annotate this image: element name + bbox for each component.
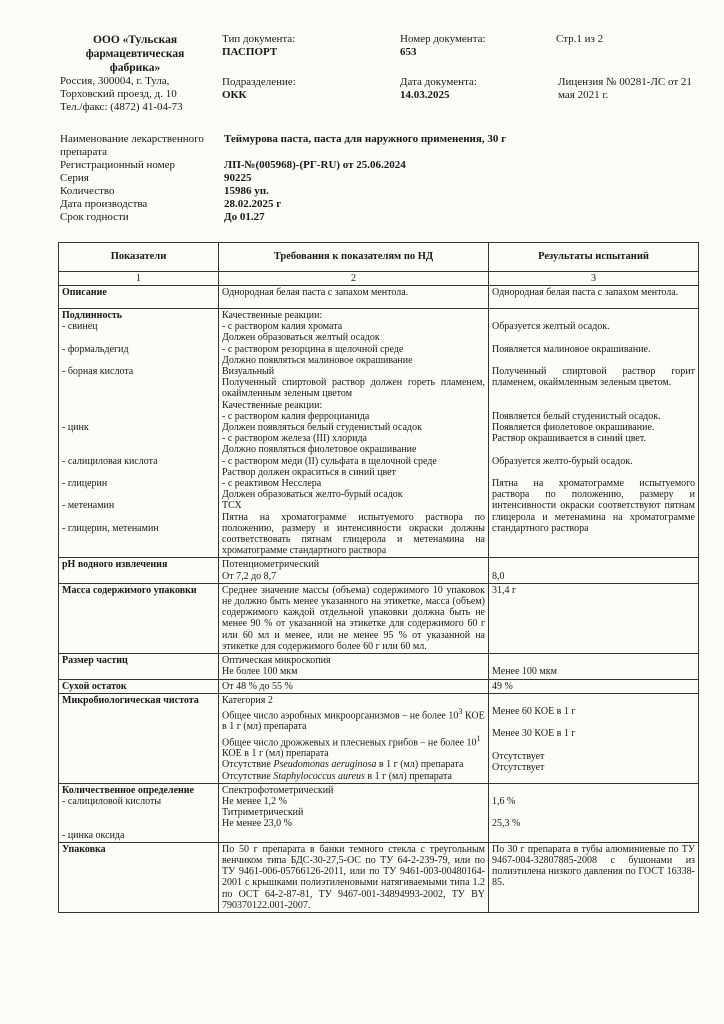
req-line: - с раствором калия хромата — [222, 321, 343, 333]
license: Лицензия № 00281-ЛС от 21 мая 2021 г. — [558, 76, 692, 101]
res-line: Появляется фиолетовое окрашивание. — [492, 421, 655, 433]
table-row — [59, 309, 699, 558]
req-line: Отсутствие Staphylococcus aureus в 1 г (мл) препарата — [222, 770, 452, 782]
indicator-label — [59, 309, 219, 558]
table-row — [59, 558, 699, 583]
doc-number-label: Номер документа: — [400, 33, 486, 45]
table-row — [59, 286, 699, 309]
res-line: Раствор окрашивается в синий цвет. — [492, 433, 646, 445]
info-value: ЛП-№(005968)-(РГ-RU) от 25.06.2024 — [224, 159, 406, 171]
req-line: От 7,2 до 8,7 — [222, 570, 277, 582]
requirement — [219, 309, 489, 558]
req-line: Не более 100 мкм — [222, 666, 298, 678]
address-line: Торховский проезд, д. 10 — [60, 88, 177, 100]
res-line: Полученный спиртовой раствор горит пламенем, окаймленным зеленым цветом. — [492, 365, 695, 389]
table-row — [59, 783, 699, 842]
req-line: Общее число аэробных микроорганизмов – не более $10^3$ КОЕ в 1 г (мл) препарата — [222, 706, 485, 733]
req-line: Качественные реакции: — [222, 310, 323, 321]
req-line: Качественные реакции: — [222, 399, 323, 411]
req-line: Отсутствие Pseudomonas aeruginosa в 1 г (мл) препарата — [222, 759, 464, 771]
quant-label: Количественное определение — [62, 784, 194, 796]
info-key: Дата производства — [60, 198, 148, 210]
sub-label: - борная кислота — [62, 365, 134, 377]
req-line: Визуальный — [222, 366, 275, 378]
column-header: Результаты испытаний — [489, 243, 699, 272]
table-row — [59, 583, 699, 653]
requirement: Среднее значение массы (объема) содержимого 10 упаковок не должно быть менее указанного на этикетке, масса (объем) содержимого каждой отдельной упаковки должна быть не менее 90 % от указанной на этикетке для содержимого 60 г или 60 мл и менее, или не менее 95 % от указанной на этикетке для содержимого более 60 г или 60 мл. — [219, 583, 489, 653]
requirement: От 48 % до 55 % — [219, 679, 489, 693]
sub-label: - цинк — [62, 421, 89, 433]
res-line: Отсутствует — [492, 750, 545, 762]
req-line: Потенциометрический — [222, 559, 320, 571]
info-key: Наименование лекарственного препарата — [60, 133, 204, 158]
result — [489, 783, 699, 842]
sub-label: - цинка оксида — [62, 829, 125, 841]
res-line: Отсутствует — [492, 761, 545, 773]
doc-date — [400, 76, 477, 102]
division-label: Подразделение: — [222, 76, 296, 88]
identity-label: Подлинность — [62, 310, 123, 321]
column-number-row — [59, 272, 699, 286]
req-line: Оптическая микроскопия — [222, 655, 331, 667]
indicator-label: Масса содержимого упаковки — [59, 583, 219, 653]
indicator-label: pH водного извлечения — [59, 558, 219, 583]
sub-label: - глицерин — [62, 477, 108, 489]
phone-line: Тел./факс: (4872) 41-04-73 — [60, 101, 183, 113]
table-row — [59, 842, 699, 912]
res-line: Пятна на хроматограмме испытуемого раствора по положению, размеру и интенсивности окраски соответствуют пятнам глицерола и метенамина на хроматограмме стандартного раствора — [492, 477, 695, 534]
res-line: Менее 60 КОЕ в 1 г — [492, 705, 576, 717]
requirement — [219, 783, 489, 842]
req-line: Спектрофотометрический — [222, 784, 334, 796]
sub-label: - глицерин, метенамин — [62, 522, 159, 534]
res-line: 8,0 — [492, 570, 505, 582]
division — [222, 76, 296, 102]
res-line: Появляется малиновое окрашивание. — [492, 343, 651, 355]
req-line: Должен образоваться желтый осадок — [222, 332, 380, 344]
column-number: 3 — [489, 272, 699, 286]
result: По 30 г препарата в тубы алюминиевые по ТУ 9467-004-32807885-2008 с бушонами из полиэтилена низкого давления по ГОСТ 16338-85. — [489, 842, 699, 912]
column-header: Показатели — [59, 243, 219, 272]
company-name: ООО «Тульская фармацевтическая фабрика» — [85, 34, 185, 74]
req-line: Должен появляться белый студенистый осадок — [222, 422, 422, 434]
sub-label: - салициловая кислота — [62, 455, 158, 467]
address-line: Россия, 300004, г. Тула, — [60, 75, 170, 87]
requirement — [219, 654, 489, 679]
req-line: Не менее 23,0 % — [222, 818, 292, 830]
req-line: Должно появляться фиолетовое окрашивание — [222, 444, 417, 456]
req-line: Пятна на хроматограмме испытуемого раствора по положению, размеру и интенсивности окраски должны соответствовать пятнам глицерола и метенамина на хроматограмме стандартного раствора — [222, 511, 485, 557]
doc-date-label: Дата документа: — [400, 76, 477, 88]
table-header-row — [59, 243, 699, 272]
info-value: Теймурова паста, паста для наружного применения, 30 г — [224, 133, 507, 145]
result — [489, 558, 699, 583]
doc-number-value: 653 — [400, 46, 417, 58]
req-line: - с раствором калия ферроцианида — [222, 410, 370, 422]
table-row — [59, 654, 699, 679]
indicator-label: Упаковка — [59, 842, 219, 912]
doc-type-value: ПАСПОРТ — [222, 46, 278, 58]
result — [489, 309, 699, 558]
doc-date-value: 14.03.2025 — [400, 89, 450, 101]
doc-number — [400, 33, 486, 59]
company-block — [60, 33, 210, 114]
table-row — [59, 679, 699, 693]
sub-label: - салициловой кислоты — [62, 795, 162, 807]
result: Однородная белая паста с запахом ментола. — [489, 286, 699, 309]
req-line: Должен образоваться желто-бурый осадок — [222, 489, 403, 501]
indicator-label — [59, 783, 219, 842]
test-results-table — [58, 242, 699, 913]
res-line: Менее 100 мкм — [492, 666, 557, 678]
indicator-label: Размер частиц — [59, 654, 219, 679]
req-line: Титриметрический — [222, 807, 304, 819]
column-number: 2 — [219, 272, 489, 286]
sub-label: - формальдегид — [62, 343, 129, 355]
division-value: ОКК — [222, 89, 247, 101]
indicator-label: Описание — [59, 286, 219, 309]
info-key: Количество — [60, 185, 115, 197]
req-line: - с раствором резорцина в щелочной среде — [222, 343, 404, 355]
doc-type-label: Тип документа: — [222, 33, 296, 45]
info-value: 28.02.2025 г — [224, 198, 282, 210]
res-line: Появляется белый студенистый осадок. — [492, 410, 661, 422]
req-line: - с раствором железа (III) хлорида — [222, 433, 367, 445]
req-line: ТСХ — [222, 500, 242, 512]
requirement — [219, 693, 489, 783]
req-line: Категория 2 — [222, 694, 273, 706]
res-line: Образуется желтый осадок. — [492, 321, 610, 333]
requirement — [219, 558, 489, 583]
column-number: 1 — [59, 272, 219, 286]
req-line: Не менее 1,2 % — [222, 795, 287, 807]
res-line: 25,3 % — [492, 818, 521, 830]
info-value: 15986 уп. — [224, 185, 269, 197]
res-line: Менее 30 КОЕ в 1 г — [492, 728, 576, 740]
res-line: Образуется желто-бурый осадок. — [492, 455, 633, 467]
info-key: Серия — [60, 172, 89, 184]
page-indicator: Стр.1 из 2 — [556, 33, 604, 45]
result: 31,4 г — [489, 583, 699, 653]
info-key: Регистрационный номер — [60, 159, 176, 171]
req-line: Должно появляться малиновое окрашивание — [222, 354, 413, 366]
req-line: - с реактивом Несслера — [222, 478, 322, 490]
req-line: Общее число дрожжевых и плесневых грибов – не более $10^1$ КОЕ в 1 г (мл) препарата — [222, 733, 481, 760]
info-value: До 01.27 — [224, 211, 265, 223]
result — [489, 654, 699, 679]
sub-label: - метенамин — [62, 500, 115, 512]
req-line: Полученный спиртовой раствор должен гореть пламенем, окаймленным зеленым цветом — [222, 377, 485, 400]
doc-type — [222, 33, 295, 59]
sub-label: - свинец — [62, 321, 98, 333]
table-row — [59, 693, 699, 783]
info-key: Срок годности — [60, 211, 129, 223]
res-line: 1,6 % — [492, 795, 516, 807]
req-line: - с раствором меди (II) сульфата в щелочной среде — [222, 455, 437, 467]
info-value: 90225 — [224, 172, 252, 184]
requirement: Однородная белая паста с запахом ментола. — [219, 286, 489, 309]
req-line: Раствор должен окраситься в синий цвет — [222, 466, 396, 478]
requirement: По 50 г препарата в банки темного стекла с треугольным венчиком типа БДС-30-27,5-ОС по ТУ 64-2-239-79, или по ТУ 9461-006-05766126-2011, или по ТУ 9461-003-00480164-2001 с крышками полиэтиленовыми натягиваемыми типа 1.2 по ОСТ 64-2-87-81, ТУ 9467-001-34894993-2002, ТУ BY 790370122.001-2007. — [219, 842, 489, 912]
indicator-label: Сухой остаток — [59, 679, 219, 693]
indicator-label: Микробиологическая чистота — [59, 693, 219, 783]
column-header: Требования к показателям по НД — [219, 243, 489, 272]
result: 49 % — [489, 679, 699, 693]
result — [489, 693, 699, 783]
